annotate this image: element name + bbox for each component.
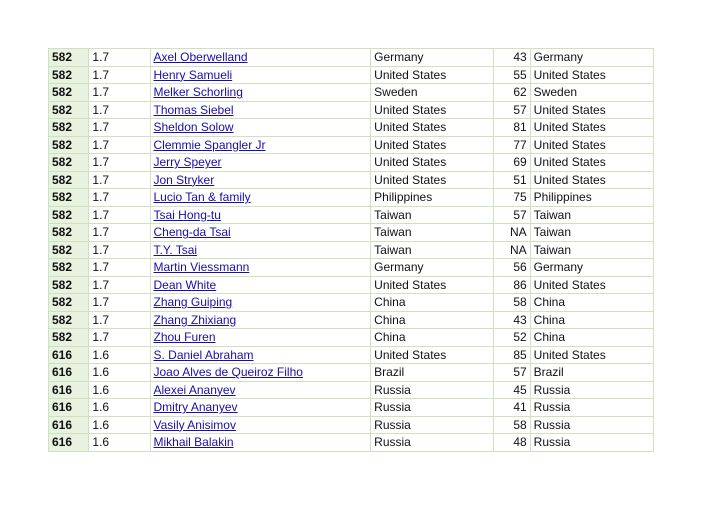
rank-cell: 582 — [49, 206, 89, 224]
person-link[interactable]: Jerry Speyer — [153, 155, 222, 170]
person-link[interactable]: Tsai Hong-tu — [153, 207, 221, 222]
age-cell: 85 — [494, 346, 530, 364]
net-worth-cell: 1.7 — [89, 136, 150, 154]
person-link[interactable]: Zhang Guiping — [153, 295, 233, 310]
name-cell — [150, 224, 371, 242]
net-worth-cell: 1.6 — [89, 399, 150, 417]
citizenship-cell: Russia — [371, 399, 494, 417]
name-cell — [150, 101, 371, 119]
rank-cell: 582 — [49, 294, 89, 312]
residence-cell: United States — [530, 66, 653, 84]
net-worth-cell: 1.6 — [89, 416, 150, 434]
billionaires-table — [48, 48, 654, 452]
residence-cell: China — [530, 329, 653, 347]
citizenship-cell: United States — [371, 171, 494, 189]
table-row — [49, 136, 654, 154]
table-row — [49, 154, 654, 172]
residence-cell: United States — [530, 154, 653, 172]
name-cell — [150, 346, 371, 364]
rank-cell: 582 — [49, 119, 89, 137]
person-link[interactable]: Vasily Anisimov — [153, 417, 236, 432]
net-worth-cell: 1.7 — [89, 154, 150, 172]
rank-cell: 582 — [49, 136, 89, 154]
citizenship-cell: United States — [371, 66, 494, 84]
person-link[interactable]: Lucio Tan & family — [153, 190, 251, 205]
table-row — [49, 119, 654, 137]
name-cell — [150, 259, 371, 277]
rank-cell: 616 — [49, 364, 89, 382]
residence-cell: Taiwan — [530, 241, 653, 259]
residence-cell: Taiwan — [530, 206, 653, 224]
citizenship-cell: Germany — [371, 259, 494, 277]
citizenship-cell: China — [371, 294, 494, 312]
rank-cell: 616 — [49, 346, 89, 364]
table-row — [49, 329, 654, 347]
name-cell — [150, 49, 371, 67]
net-worth-cell: 1.7 — [89, 206, 150, 224]
net-worth-cell: 1.7 — [89, 259, 150, 277]
rank-cell: 582 — [49, 171, 89, 189]
rank-cell: 582 — [49, 224, 89, 242]
age-cell: 56 — [494, 259, 530, 277]
name-cell — [150, 329, 371, 347]
person-link[interactable]: Mikhail Balakin — [153, 435, 234, 450]
citizenship-cell: Taiwan — [371, 241, 494, 259]
age-cell: 55 — [494, 66, 530, 84]
citizenship-cell: United States — [371, 346, 494, 364]
age-cell: 77 — [494, 136, 530, 154]
net-worth-cell: 1.7 — [89, 49, 150, 67]
rank-cell: 582 — [49, 84, 89, 102]
residence-cell: United States — [530, 119, 653, 137]
table-row — [49, 364, 654, 382]
table-row — [49, 224, 654, 242]
rank-cell: 616 — [49, 381, 89, 399]
person-link[interactable]: Clemmie Spangler Jr — [153, 137, 266, 152]
rank-cell: 582 — [49, 154, 89, 172]
net-worth-cell: 1.7 — [89, 84, 150, 102]
table-body — [49, 49, 654, 452]
residence-cell: United States — [530, 101, 653, 119]
net-worth-cell: 1.6 — [89, 346, 150, 364]
age-cell: 81 — [494, 119, 530, 137]
residence-cell: Sweden — [530, 84, 653, 102]
name-cell — [150, 241, 371, 259]
net-worth-cell: 1.7 — [89, 276, 150, 294]
net-worth-cell: 1.6 — [89, 364, 150, 382]
residence-cell: Russia — [530, 434, 653, 452]
name-cell — [150, 399, 371, 417]
person-link[interactable]: Zhou Furen — [153, 330, 216, 345]
citizenship-cell: United States — [371, 119, 494, 137]
table-row — [49, 311, 654, 329]
name-cell — [150, 416, 371, 434]
person-link[interactable]: Axel Oberwelland — [153, 50, 248, 65]
citizenship-cell: Germany — [371, 49, 494, 67]
residence-cell: Brazil — [530, 364, 653, 382]
citizenship-cell: Russia — [371, 416, 494, 434]
net-worth-cell: 1.7 — [89, 66, 150, 84]
person-link[interactable]: Henry Samueli — [153, 67, 233, 82]
age-cell: 57 — [494, 364, 530, 382]
age-cell: 43 — [494, 311, 530, 329]
age-cell: 45 — [494, 381, 530, 399]
citizenship-cell: China — [371, 329, 494, 347]
table-row — [49, 101, 654, 119]
citizenship-cell: Taiwan — [371, 224, 494, 242]
residence-cell: Russia — [530, 399, 653, 417]
table-row — [49, 189, 654, 207]
citizenship-cell: United States — [371, 276, 494, 294]
person-link[interactable]: Zhang Zhixiang — [153, 312, 237, 327]
person-link[interactable]: T.Y. Tsai — [153, 242, 198, 257]
residence-cell: United States — [530, 136, 653, 154]
name-cell — [150, 434, 371, 452]
citizenship-cell: Philippines — [371, 189, 494, 207]
age-cell: 48 — [494, 434, 530, 452]
table-row — [49, 66, 654, 84]
name-cell — [150, 136, 371, 154]
residence-cell: Taiwan — [530, 224, 653, 242]
citizenship-cell: Taiwan — [371, 206, 494, 224]
person-link[interactable]: Melker Schorling — [153, 85, 243, 100]
residence-cell: United States — [530, 171, 653, 189]
age-cell: NA — [494, 224, 530, 242]
age-cell: 75 — [494, 189, 530, 207]
residence-cell: China — [530, 311, 653, 329]
name-cell — [150, 154, 371, 172]
age-cell: 41 — [494, 399, 530, 417]
name-cell — [150, 364, 371, 382]
citizenship-cell: United States — [371, 101, 494, 119]
net-worth-cell: 1.7 — [89, 294, 150, 312]
rank-cell: 582 — [49, 189, 89, 207]
rank-cell: 582 — [49, 329, 89, 347]
citizenship-cell: Brazil — [371, 364, 494, 382]
net-worth-cell: 1.7 — [89, 171, 150, 189]
net-worth-cell: 1.7 — [89, 189, 150, 207]
net-worth-cell: 1.7 — [89, 241, 150, 259]
residence-cell: Philippines — [530, 189, 653, 207]
rank-cell: 582 — [49, 276, 89, 294]
residence-cell: Russia — [530, 416, 653, 434]
rank-cell: 582 — [49, 259, 89, 277]
table-row — [49, 399, 654, 417]
name-cell — [150, 171, 371, 189]
person-link[interactable]: S. Daniel Abraham — [153, 347, 254, 362]
citizenship-cell: Sweden — [371, 84, 494, 102]
citizenship-cell: Russia — [371, 434, 494, 452]
person-link[interactable]: Martin Viessmann — [153, 260, 250, 275]
name-cell — [150, 311, 371, 329]
residence-cell: Germany — [530, 259, 653, 277]
residence-cell: United States — [530, 346, 653, 364]
name-cell — [150, 381, 371, 399]
person-link[interactable]: Thomas Siebel — [153, 102, 234, 117]
name-cell — [150, 84, 371, 102]
person-link[interactable]: Alexei Ananyev — [153, 382, 236, 397]
table-row — [49, 434, 654, 452]
age-cell: 69 — [494, 154, 530, 172]
name-cell — [150, 119, 371, 137]
age-cell: 58 — [494, 294, 530, 312]
name-cell — [150, 206, 371, 224]
rank-cell: 582 — [49, 49, 89, 67]
billionaires-sheet — [48, 48, 654, 452]
rank-cell: 582 — [49, 101, 89, 119]
net-worth-cell: 1.7 — [89, 119, 150, 137]
table-row — [49, 206, 654, 224]
net-worth-cell: 1.7 — [89, 224, 150, 242]
table-row — [49, 241, 654, 259]
age-cell: 58 — [494, 416, 530, 434]
rank-cell: 616 — [49, 399, 89, 417]
table-row — [49, 84, 654, 102]
person-link[interactable]: Jon Stryker — [153, 172, 215, 187]
table-row — [49, 259, 654, 277]
age-cell: 52 — [494, 329, 530, 347]
residence-cell: United States — [530, 276, 653, 294]
person-link[interactable]: Cheng-da Tsai — [153, 225, 231, 240]
age-cell: NA — [494, 241, 530, 259]
name-cell — [150, 66, 371, 84]
table-row — [49, 346, 654, 364]
residence-cell: China — [530, 294, 653, 312]
residence-cell: Russia — [530, 381, 653, 399]
name-cell — [150, 294, 371, 312]
citizenship-cell: United States — [371, 136, 494, 154]
net-worth-cell: 1.7 — [89, 329, 150, 347]
table-row — [49, 416, 654, 434]
table-row — [49, 171, 654, 189]
age-cell: 51 — [494, 171, 530, 189]
net-worth-cell: 1.6 — [89, 434, 150, 452]
table-row — [49, 294, 654, 312]
age-cell: 86 — [494, 276, 530, 294]
residence-cell: Germany — [530, 49, 653, 67]
person-link[interactable]: Dmitry Ananyev — [153, 400, 238, 415]
name-cell — [150, 189, 371, 207]
table-row — [49, 276, 654, 294]
citizenship-cell: United States — [371, 154, 494, 172]
citizenship-cell: China — [371, 311, 494, 329]
name-cell — [150, 276, 371, 294]
rank-cell: 582 — [49, 241, 89, 259]
rank-cell: 582 — [49, 66, 89, 84]
table-row — [49, 381, 654, 399]
person-link[interactable]: Sheldon Solow — [153, 120, 234, 135]
person-link[interactable]: Dean White — [153, 277, 217, 292]
net-worth-cell: 1.7 — [89, 101, 150, 119]
age-cell: 57 — [494, 101, 530, 119]
age-cell: 43 — [494, 49, 530, 67]
rank-cell: 582 — [49, 311, 89, 329]
rank-cell: 616 — [49, 434, 89, 452]
citizenship-cell: Russia — [371, 381, 494, 399]
age-cell: 62 — [494, 84, 530, 102]
age-cell: 57 — [494, 206, 530, 224]
net-worth-cell: 1.6 — [89, 381, 150, 399]
table-row — [49, 49, 654, 67]
net-worth-cell: 1.7 — [89, 311, 150, 329]
person-link[interactable]: Joao Alves de Queiroz Filho — [153, 365, 303, 380]
rank-cell: 616 — [49, 416, 89, 434]
